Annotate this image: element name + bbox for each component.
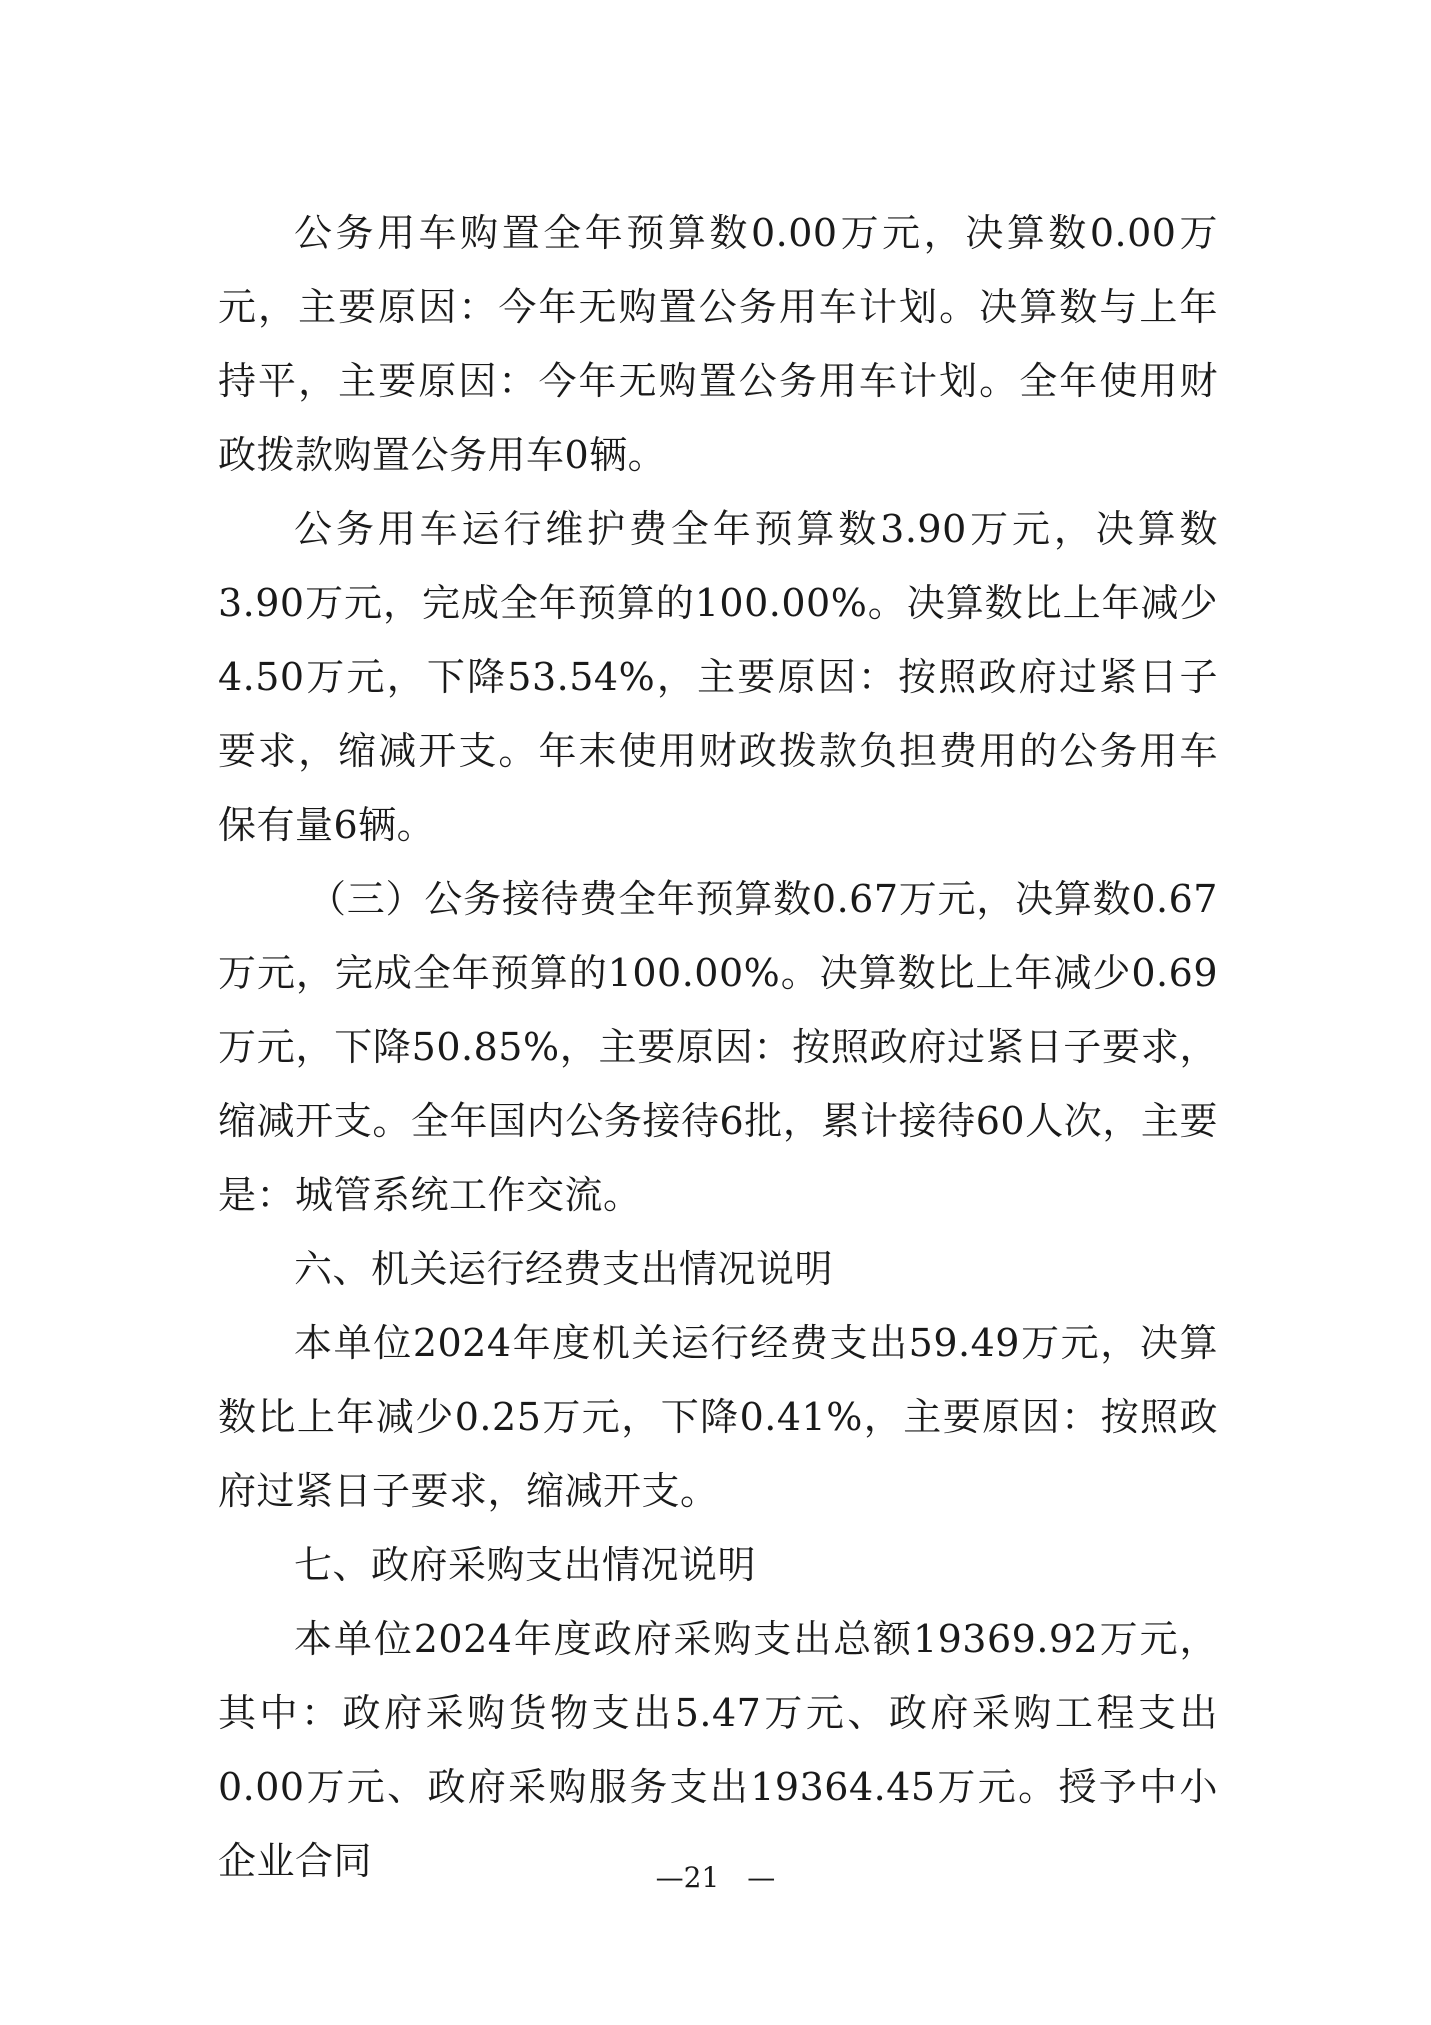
section-heading-procurement: 七、政府采购支出情况说明	[294, 1543, 757, 1587]
paragraph-vehicle-maintenance: 公务用车运行维护费全年预算数3.90万元，决算数3.90万元，完成全年预算的100.00%。决算数比上年减少4.50万元，下降53.54%，主要原因：按照政府过紧日子要求，缩减开支。年末使用财政拨款负担费用的公务用车保有量6辆。	[218, 507, 1218, 847]
paragraph-procurement: 本单位2024年度政府采购支出总额19369.92万元，其中：政府采购货物支出5.47万元、政府采购工程支出0.00万元、政府采购服务支出19364.45万元。授予中小企业合同	[218, 1617, 1218, 1883]
body-text	[218, 196, 1218, 1898]
page-number: —21 —	[655, 1861, 776, 1894]
paragraph-vehicle-purchase: 公务用车购置全年预算数0.00万元，决算数0.00万元，主要原因：今年无购置公务用车计划。决算数与上年持平，主要原因：今年无购置公务用车计划。全年使用财政拨款购置公务用车0辆。	[218, 211, 1218, 477]
paragraph-operating-expenses: 本单位2024年度机关运行经费支出59.49万元，决算数比上年减少0.25万元，下降0.41%，主要原因：按照政府过紧日子要求，缩减开支。	[218, 1321, 1218, 1513]
section-heading-operating-expenses: 六、机关运行经费支出情况说明	[294, 1247, 834, 1291]
paragraph-reception-expenses: （三）公务接待费全年预算数0.67万元，决算数0.67万元，完成全年预算的100.00%。决算数比上年减少0.69万元，下降50.85%，主要原因：按照政府过紧日子要求，缩减开支。全年国内公务接待6批，累计接待60人次，主要是：城管系统工作交流。	[218, 877, 1218, 1217]
